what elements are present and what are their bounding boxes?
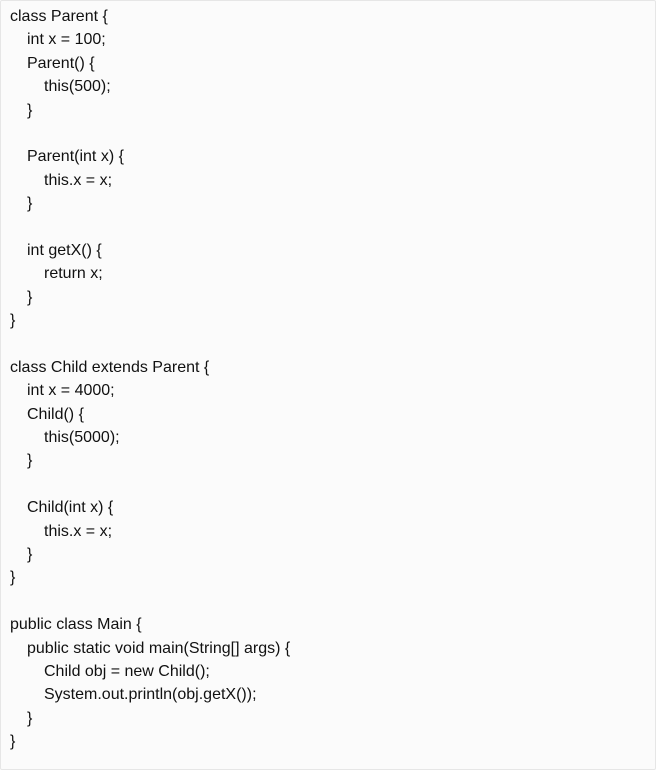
code-line: }: [27, 452, 33, 470]
code-line: }: [10, 312, 16, 330]
code-line: class Child extends Parent {: [10, 358, 210, 376]
code-line: this.x = x;: [44, 171, 113, 189]
code-line: }: [27, 101, 33, 119]
code-line: this(5000);: [44, 429, 120, 447]
code-line: [10, 332, 290, 355]
code-line: [10, 473, 290, 496]
code-line: int x = 100;: [27, 31, 106, 49]
code-line: }: [10, 569, 16, 587]
code-line: Child obj = new Child();: [44, 662, 210, 680]
code-line: Parent() {: [27, 54, 95, 72]
code-line: }: [27, 709, 33, 727]
code-line: Parent(int x) {: [27, 148, 124, 166]
code-line: System.out.println(obj.getX());: [44, 686, 257, 704]
code-line: }: [10, 733, 16, 751]
code-lines: [10, 5, 290, 754]
code-line: this(500);: [44, 78, 111, 96]
code-line: class Parent {: [10, 8, 108, 25]
code-line: public static void main(String[] args) {: [27, 639, 291, 657]
code-line: this.x = x;: [44, 522, 113, 540]
code-line: return x;: [44, 265, 103, 283]
code-line: public class Main {: [10, 616, 142, 634]
code-line: [10, 122, 290, 145]
code-line: int getX() {: [27, 241, 102, 259]
code-line: Child() {: [27, 405, 84, 423]
code-line: [10, 216, 290, 239]
code-line: }: [27, 288, 33, 306]
code-line: Child(int x) {: [27, 499, 114, 517]
code-line: }: [27, 545, 33, 563]
code-line: [10, 590, 290, 613]
code-line: }: [27, 195, 33, 213]
code-line: int x = 4000;: [27, 382, 115, 400]
